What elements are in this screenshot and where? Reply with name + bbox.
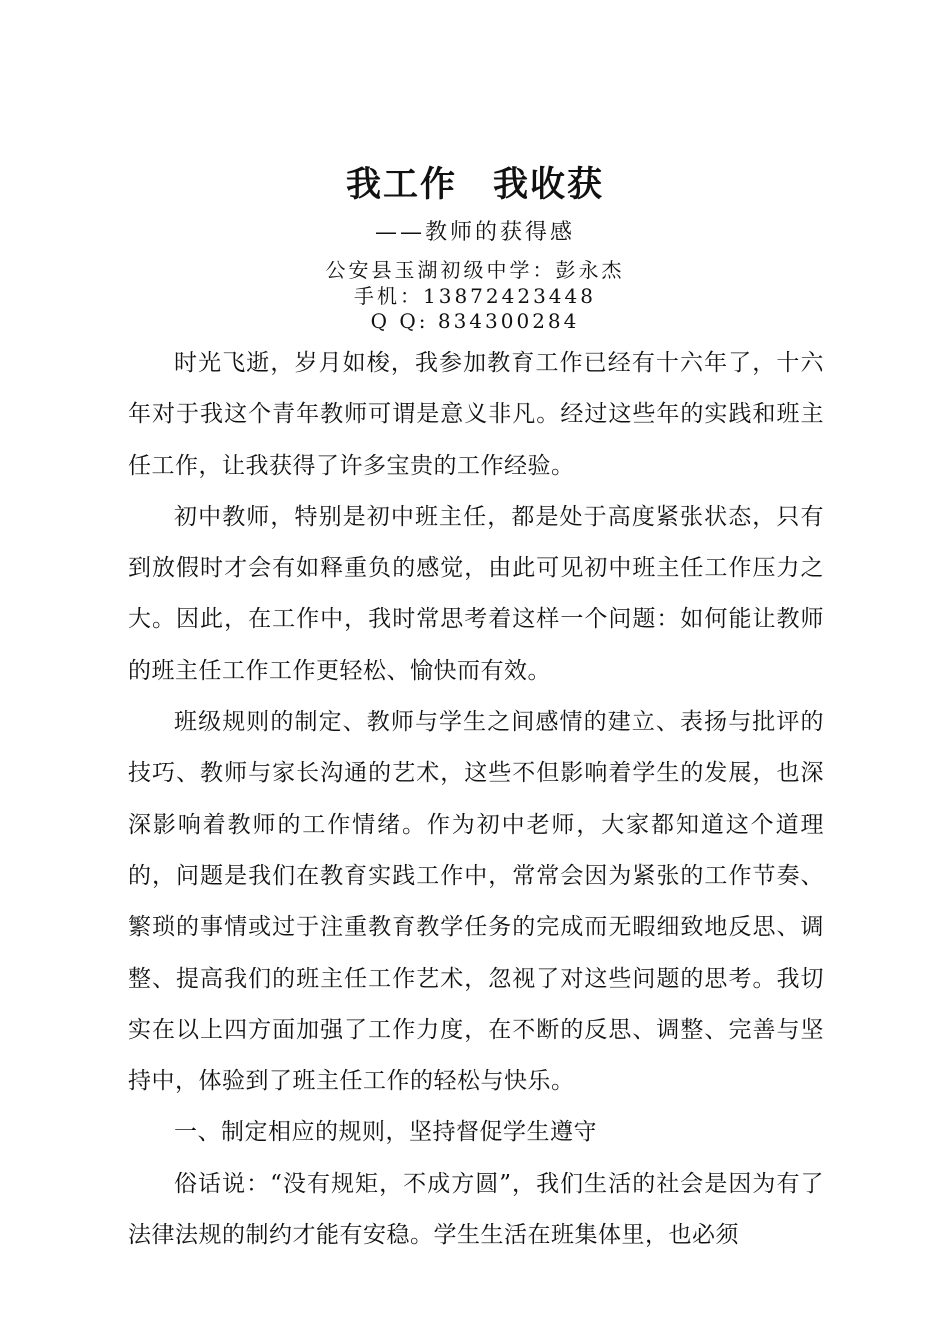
paragraph-1: 时光飞逝，岁月如梭，我参加教育工作已经有十六年了，十六年对于我这个青年教师可谓是意义非凡。经过这些年的实践和班主任工作，让我获得了许多宝贵的工作经验。 bbox=[128, 350, 824, 479]
paragraph-4: 俗话说：“没有规矩，不成方圆”，我们生活的社会是因为有了法律法规的制约才能有安稳。学生生活在班集体里，也必须 bbox=[128, 1170, 824, 1249]
body-text bbox=[128, 338, 824, 1261]
author-line: 公安县玉湖初级中学：彭永杰 bbox=[325, 258, 625, 282]
section-heading-1: 一、制定相应的规则，坚持督促学生遵守 bbox=[174, 1119, 597, 1146]
paragraph-3: 班级规则的制定、教师与学生之间感情的建立、表扬与批评的技巧、教师与家长沟通的艺术，这些不但影响着学生的发展，也深深影响着教师的工作情绪。作为初中老师，大家都知道这个道理的，问题是我们在教育实践工作中，常常会因为紧张的工作节奏、繁琐的事情或过于注重教育教学任务的完成而无暇细致地反思、调整、提高我们的班主任工作艺术，忽视了对这些问题的思考。我切实在以上四方面加强了工作力度，在不断的反思、调整、完善与坚持中，体验到了班主任工作的轻松与快乐。 bbox=[128, 709, 824, 1095]
paragraph-2: 初中教师，特别是初中班主任，都是处于高度紧张状态，只有到放假时才会有如释重负的感觉，由此可见初中班主任工作压力之大。因此，在工作中，我时常思考着这样一个问题：如何能让教师的班主任工作工作更轻松、愉快而有效。 bbox=[128, 503, 824, 684]
document-subtitle: ——教师的获得感 bbox=[374, 220, 575, 245]
qq-line: Q Q: 834300284 bbox=[370, 309, 580, 333]
document-title bbox=[0, 160, 950, 210]
phone-line: 手机：13872423448 bbox=[354, 284, 596, 308]
title-part-1: 我工作 bbox=[345, 164, 457, 205]
title-part-2: 我收获 bbox=[493, 164, 605, 205]
